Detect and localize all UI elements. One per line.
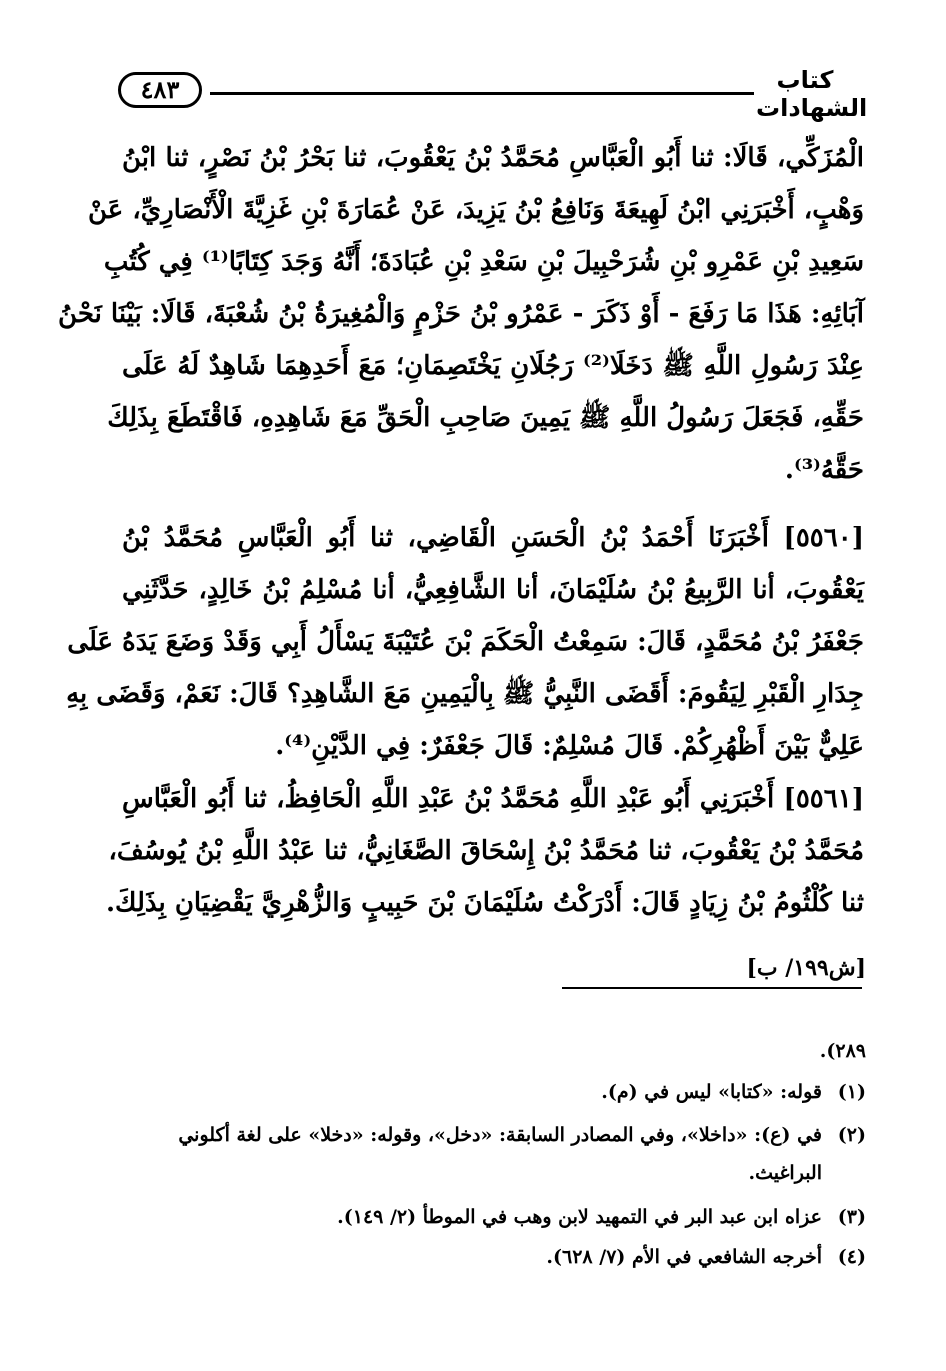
text-line: الْمُزَكِّي، قَالَا: ثنا أَبُو الْعَبَّاسِ مُحَمَّدُ بْنُ يَعْقُوبَ، ثنا بَحْرُ بْنُ نَصْرٍ، ثنا ابْنُ — [122, 143, 864, 173]
text-line: حَقَّهُ⁽³⁾. — [784, 455, 864, 485]
footnote-text: في (ع): «داخلا»، وفي المصادر السابقة: «دخل»، وقوله: «دخلا» على لغة أكلوني — [178, 1124, 822, 1146]
text-line: عِنْدَ رَسُولِ اللَّهِ ﷺ دَخَلَا⁽²⁾ رَجُلَانِ يَخْتَصِمَانِ؛ مَعَ أَحَدِهِمَا شَاهِدٌ لَهُ عَلَى — [122, 351, 865, 381]
text-line: آبَائِهِ: هَذَا مَا رَفَعَ - أَوْ ذَكَرَ - عَمْرُو بْنُ حَزْمٍ وَالْمُغِيرَةُ بْنُ شُعْبَةَ، قَالَا: بَيْنَا نَحْنُ — [58, 299, 864, 329]
footnote-number: (١) — [837, 1081, 866, 1103]
text-line: جِدَارِ الْقَبْرِ لِيَقُومَ: أَقَضَى النَّبِيُّ ﷺ بِالْيَمِينِ مَعَ الشَّاهِدِ؟ قَالَ: نَعَمْ، وَقَضَى بِهِ — [66, 679, 864, 709]
footnote-number: (٣) — [837, 1206, 866, 1228]
text-block-a — [58, 132, 865, 496]
header-rule — [210, 92, 754, 95]
hadith-5561 — [106, 773, 864, 929]
footnote-number: (٢) — [837, 1124, 866, 1146]
footnote-continuation: ٢٨٩). — [819, 1040, 866, 1062]
text-line: سَعِيدِ بْنِ عَمْرِو بْنِ شُرَحْبِيلَ بْنِ سَعْدِ بْنِ عُبَادَةَ؛ أَنَّهُ وَجَدَ كِتَابًا⁽¹⁾ فِي كُتُبِ — [103, 247, 864, 277]
text-line: حَقِّهِ، فَجَعَلَ رَسُولُ اللَّهِ ﷺ يَمِينَ صَاحِبِ الْحَقِّ مَعَ شَاهِدِهِ، فَاقْتَطَعَ بِذَلِكَ — [107, 403, 864, 433]
footnote-1 — [124, 1073, 866, 1111]
footnote-text-continued: البراغيث. — [748, 1162, 822, 1184]
text-line: مُحَمَّدُ بْنُ يَعْقُوبَ، ثنا مُحَمَّدُ بْنُ إِسْحَاقَ الصَّغَانِيُّ، ثنا عَبْدُ اللَّهِ بْنُ يُوسُفَ، — [108, 836, 864, 866]
footnote-text: عزاه ابن عبد البر في التمهيد لابن وهب في الموطأ (٢/ ١٤٩). — [337, 1206, 822, 1228]
footnote-text: أخرجه الشافعي في الأم (٧/ ٦٢٨). — [546, 1246, 822, 1268]
book-title: كتاب الشهادات — [756, 66, 868, 122]
footnote-separator — [562, 987, 862, 989]
text-line: [٥٥٦٠] أَخْبَرَنَا أَحْمَدُ بْنُ الْحَسَنِ الْقَاضِي، ثنا أَبُو الْعَبَّاسِ مُحَمَّدُ بْنُ — [122, 523, 864, 553]
hadith-5560 — [66, 512, 864, 772]
footnote-4 — [124, 1238, 866, 1276]
folio-marker: [ش١٩٩/ ب] — [746, 955, 866, 981]
footnote-2 — [124, 1116, 866, 1192]
text-line: عَلِيٌّ بَيْنَ أَظْهُرِكُمْ. قَالَ مُسْلِمٌ: قَالَ جَعْفَرٌ: فِي الدَّيْنِ⁽⁴⁾. — [275, 731, 864, 761]
page-header — [118, 62, 868, 122]
text-line: ثنا كُلْثُومُ بْنُ زِيَادٍ قَالَ: أَدْرَكْتُ سُلَيْمَانَ بْنَ حَبِيبٍ وَالزُّهْرِيَّ يَقْضِيَانِ بِذَلِكَ. — [106, 888, 864, 918]
text-line: وَهْبٍ، أَخْبَرَنِي ابْنُ لَهِيعَةَ وَنَافِعُ بْنُ يَزِيدَ، عَنْ عُمَارَةَ بْنِ غَزِيَّةَ الْأَنْصَارِيِّ، عَنْ — [87, 195, 864, 225]
text-line: يَعْقُوبَ، أنا الرَّبِيعُ بْنُ سُلَيْمَانَ، أنا الشَّافِعِيُّ، أنا مُسْلِمُ بْنُ خَالِدٍ، حَدَّثَنِي — [122, 575, 864, 605]
text-line: جَعْفَرُ بْنُ مُحَمَّدٍ، قَالَ: سَمِعْتُ الْحَكَمَ بْنَ عُتَيْبَةَ يَسْأَلُ أَبِي وَقَدْ وَضَعَ يَدَهُ عَلَى — [67, 627, 864, 657]
footnote-number: (٤) — [837, 1246, 866, 1268]
text-line: [٥٥٦١] أَخْبَرَنِي أَبُو عَبْدِ اللَّهِ مُحَمَّدُ بْنُ عَبْدِ اللَّهِ الْحَافِظُ، ثنا أَبُو الْعَبَّاسِ — [122, 784, 864, 814]
footnote-3 — [124, 1198, 866, 1236]
page-number-badge: ٤٨٣ — [118, 72, 202, 108]
footnote-text: قوله: «كتابا» ليس في (م). — [601, 1081, 822, 1103]
